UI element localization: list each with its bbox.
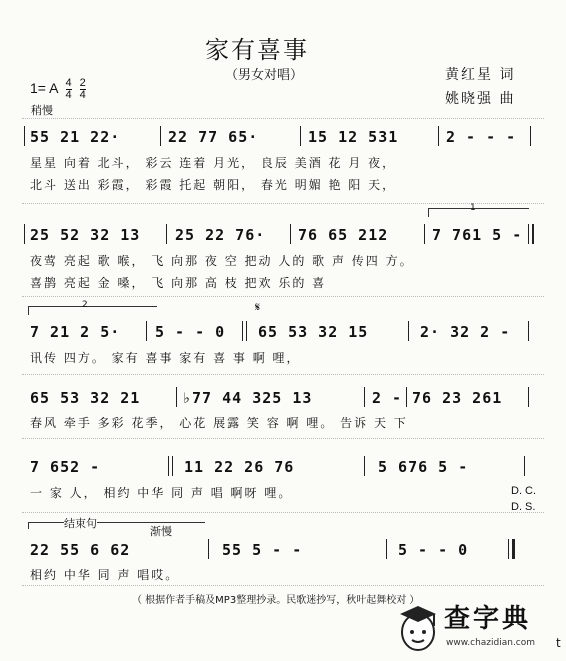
measure: 25 52 32 13 xyxy=(30,226,141,244)
measure: 2· 32 2 - xyxy=(420,323,511,341)
lyricist: 黄红星 词 xyxy=(445,67,516,83)
barline xyxy=(530,126,531,146)
measure: 25 22 76· xyxy=(175,226,266,244)
measure: 5 - - 0 xyxy=(398,541,469,559)
site-logo xyxy=(392,596,561,656)
ending-label: 结束句 xyxy=(64,517,97,530)
barline xyxy=(386,539,387,559)
measure: 7 652 - xyxy=(30,458,101,476)
measure: 2 - xyxy=(372,389,403,407)
composer: 姚晓强 曲 xyxy=(445,91,516,107)
barline xyxy=(208,539,209,559)
measure: ♭77 44 325 13 xyxy=(182,389,313,407)
barline xyxy=(146,321,147,341)
measure: 76 65 212 xyxy=(298,226,389,244)
ts-bottom2: 4 xyxy=(79,89,86,101)
separator xyxy=(22,512,544,513)
song-title: 家有喜事 xyxy=(205,36,309,64)
lyrics-line: 相约 中华 同 声 唱哎。 xyxy=(30,568,180,582)
ending-bracket xyxy=(28,522,205,529)
segno-sign: 𝄋 xyxy=(255,300,261,314)
barline xyxy=(512,539,515,559)
barline xyxy=(176,387,177,407)
lyrics-line: 一 家 人， 相约 中华 同 声 唱 啊呀 哩。 xyxy=(30,486,293,500)
measure: 7 21 2 5· xyxy=(30,323,121,341)
lyrics-line: 春风 牵手 多彩 花季， 心花 展露 笑 容 啊 哩。 告诉 天 下 xyxy=(30,416,408,430)
barline xyxy=(424,224,425,244)
measure: 2 - - - xyxy=(446,128,517,146)
key-signature xyxy=(30,78,86,101)
barline xyxy=(242,321,243,341)
barline xyxy=(528,387,529,407)
barline xyxy=(300,126,301,146)
scholar-icon xyxy=(394,598,442,654)
measure: 15 12 531 xyxy=(308,128,399,146)
measure: 55 5 - - xyxy=(222,541,303,559)
barline xyxy=(532,224,534,244)
measure: 5 676 5 - xyxy=(378,458,469,476)
separator xyxy=(22,203,544,204)
measure: 22 77 65· xyxy=(168,128,259,146)
barline xyxy=(290,224,291,244)
barline xyxy=(24,126,25,146)
lyrics-line: 夜莺 亮起 歌 喉， 飞 向那 夜 空 把动 人的 歌 声 传四 方。 xyxy=(30,254,414,268)
lyrics-line: 喜鹊 亮起 金 嗓， 飞 向那 高 枝 把欢 乐的 喜 xyxy=(30,276,327,290)
barline xyxy=(246,321,247,341)
barline xyxy=(160,126,161,146)
tempo-change: 渐慢 xyxy=(150,525,172,538)
barline xyxy=(364,387,365,407)
measure: 55 21 22· xyxy=(30,128,121,146)
separator xyxy=(22,438,544,439)
dal-segno: D. S. xyxy=(511,501,536,513)
measure: 65 53 32 15 xyxy=(258,323,369,341)
measure: 5 - - 0 xyxy=(155,323,226,341)
song-subtitle: （男女对唱） xyxy=(225,68,304,83)
barline xyxy=(408,321,409,341)
measure: 11 22 26 76 xyxy=(184,458,295,476)
key-label: 1= A xyxy=(30,80,58,97)
volta-number: 2 xyxy=(82,300,88,310)
barline xyxy=(364,456,365,476)
tempo-marking: 稍慢 xyxy=(31,104,53,117)
time-signature-2 xyxy=(80,78,86,101)
ts-top: 4 xyxy=(65,77,72,89)
separator xyxy=(22,374,544,375)
barline xyxy=(528,321,529,341)
lyrics-line: 讯传 四方。 家有 喜事 家有 喜 事 啊 哩， xyxy=(30,351,301,365)
barline xyxy=(24,224,25,244)
volta-bracket-1 xyxy=(428,208,529,217)
da-capo: D. C. xyxy=(511,485,537,497)
logo-suffix: t xyxy=(556,636,561,650)
barline xyxy=(168,456,169,476)
barline xyxy=(166,224,167,244)
volta-bracket-2 xyxy=(28,306,157,315)
measure: 7 761 5 - xyxy=(432,226,523,244)
barline xyxy=(528,224,529,244)
barline xyxy=(172,456,173,476)
ts-top2: 2 xyxy=(79,77,86,89)
lyrics-line: 北斗 送出 彩霞， 彩霞 托起 朝阳， 春光 明媚 艳 阳 天， xyxy=(30,178,397,192)
barline xyxy=(508,539,509,559)
separator xyxy=(22,296,544,297)
lyrics-line: 星星 向着 北斗， 彩云 连着 月光， 良辰 美酒 花 月 夜， xyxy=(30,156,397,170)
time-signature-1 xyxy=(66,78,72,101)
measure: 65 53 32 21 xyxy=(30,389,141,407)
separator xyxy=(22,118,544,119)
barline xyxy=(438,126,439,146)
logo-name: 查字典 xyxy=(444,604,532,634)
logo-url: www.chazidian.com xyxy=(446,638,536,648)
barline xyxy=(524,456,525,476)
measure: 76 23 261 xyxy=(412,389,503,407)
volta-number: 1 xyxy=(470,203,476,213)
measure: 22 55 6 62 xyxy=(30,541,131,559)
footnote: （ 根据作者手稿及MP3整理抄录。民歌迷抄写，秋叶起舞校对 ） xyxy=(132,595,420,606)
barline xyxy=(406,387,407,407)
separator xyxy=(22,585,544,586)
ts-bottom: 4 xyxy=(65,89,72,101)
